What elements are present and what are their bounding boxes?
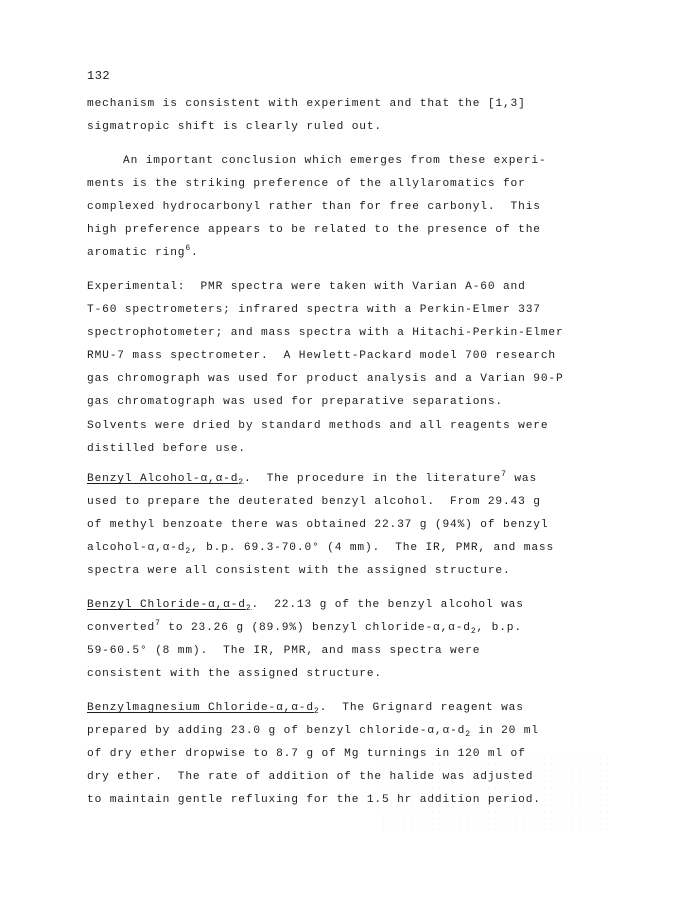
text-fragment: . 22.13 g of the benzyl alcohol was [251, 599, 524, 611]
text-fragment: alcohol-α,α-d [87, 542, 186, 555]
text-line: of dry ether dropwise to 8.7 g of Mg turnings in 120 ml of [87, 748, 526, 761]
text-line [87, 617, 557, 640]
text-line: Experimental: PMR spectra were taken with Varian A-60 and [87, 281, 526, 293]
subscript: 2 [185, 547, 191, 557]
text-line: 59-60.5° (8 mm). The IR, PMR, and mass spectra were [87, 645, 481, 658]
page-number: 132 [87, 69, 111, 83]
text-line: to maintain gentle refluxing for the 1.5 hr addition period. [87, 794, 541, 807]
text-fragment: . The procedure in the literature [243, 473, 502, 485]
text-line [87, 242, 557, 265]
section-heading: Benzylmagnesium Chloride-$\alpha,\alpha-d_2$ [87, 702, 320, 716]
text-line: sigmatropic shift is clearly ruled out. [87, 121, 382, 134]
subscript: 2 [245, 604, 252, 613]
text-line: complexed hydrocarbonyl rather than for free carbonyl. This [87, 201, 541, 214]
text-line: RMU-7 mass spectrometer. A Hewlett-Packard model 700 research [87, 350, 556, 363]
text-line [87, 594, 557, 617]
text-fragment: was [506, 473, 538, 485]
scan-noise [380, 755, 610, 835]
subscript: 2 [238, 478, 244, 487]
text-line [87, 537, 557, 560]
paragraph-experimental [87, 276, 564, 461]
text-fragment: to 23.26 g (89.9%) benzyl chloride-α,α-d [160, 622, 471, 635]
paragraph-benzyl-alcohol [87, 468, 557, 583]
reference-superscript: 6 [185, 244, 191, 254]
text-line [87, 468, 557, 491]
text-line: mechanism is consistent with experiment and that the [1,3] [87, 98, 526, 110]
text-fragment: prepared by adding 23.0 g of benzyl chloride-α,α-d [87, 725, 466, 738]
text-line: distilled before use. [87, 442, 246, 455]
text-line: high preference appears to be related to the presence of the [87, 224, 541, 237]
text-line: T-60 spectrometers; infrared spectra with a Perkin-Elmer 337 [87, 304, 541, 317]
text-line: ments is the striking preference of the allylaromatics for [87, 178, 526, 191]
text-line [87, 720, 557, 743]
text-line: of methyl benzoate there was obtained 22.37 g (94%) of benzyl [87, 519, 549, 532]
paragraph-conclusion [87, 150, 557, 265]
paragraph-1 [87, 93, 557, 139]
text-fragment: , b.p. [476, 622, 522, 635]
text-line: dry ether. The rate of addition of the halide was adjusted [87, 771, 534, 784]
subscript: 2 [470, 627, 477, 637]
text-fragment: in 20 ml [470, 725, 539, 738]
text-fragment: . The Grignard reagent was [319, 702, 524, 714]
text-line: Solvents were dried by standard methods and all reagents were [87, 419, 549, 432]
text-line: spectra were all consistent with the assigned structure. [87, 565, 511, 578]
text-fragment: . [190, 247, 199, 260]
text-line: gas chromograph was used for product analysis and a Varian 90-P [87, 373, 564, 386]
text-line: consistent with the assigned structure. [87, 668, 382, 681]
text-fragment: aromatic ring [87, 247, 186, 260]
reference-superscript: 7 [155, 619, 161, 629]
section-heading: Benzyl Alcohol-$\alpha,\alpha-d_2$ [87, 473, 244, 487]
subscript: 2 [465, 730, 471, 740]
reference-superscript: 7 [501, 470, 507, 479]
text-line: An important conclusion which emerges from these experi- [123, 155, 547, 167]
text-line [87, 697, 557, 720]
subscript: 2 [313, 707, 320, 716]
text-fragment: converted [87, 622, 156, 635]
text-line: spectrophotometer; and mass spectra with a Hitachi-Perkin-Elmer [87, 327, 564, 340]
text-line: used to prepare the deuterated benzyl alcohol. From 29.43 g [87, 496, 541, 509]
paragraph-benzyl-chloride [87, 594, 557, 686]
section-heading: Benzyl Chloride-$\alpha,\alpha-d_2$ [87, 599, 252, 613]
text-line: gas chromatograph was used for preparative separations. [87, 396, 503, 409]
text-fragment: , b.p. 69.3-70.0° (4 mm). The IR, PMR, and mass [190, 542, 555, 555]
